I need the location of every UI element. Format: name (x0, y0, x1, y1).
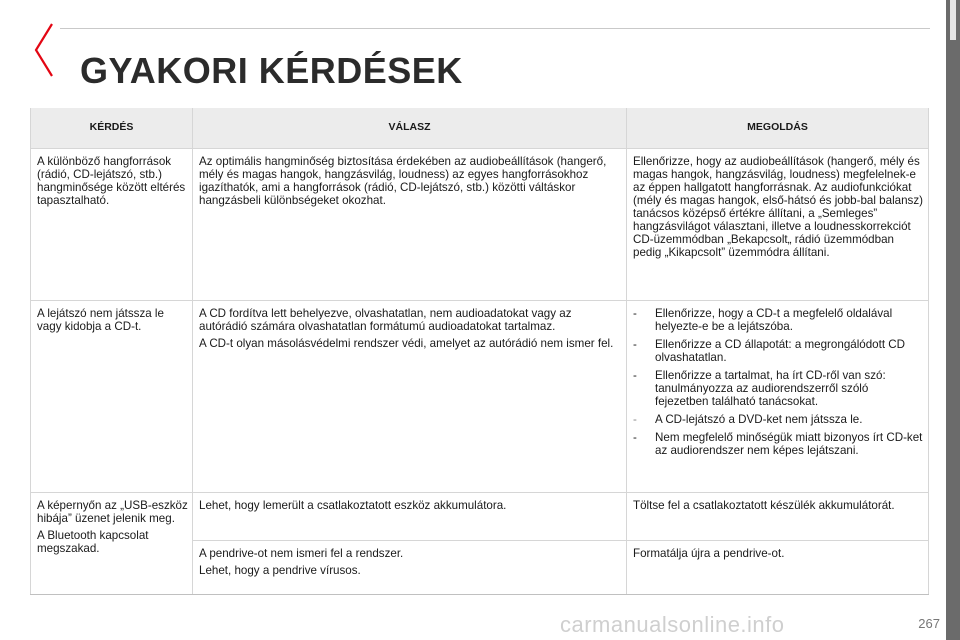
side-tab-rail (946, 0, 960, 640)
answer-text: Lehet, hogy lemerült a csatlakoztatott eszköz akkumulátora. (199, 498, 507, 512)
solution-cell (627, 492, 929, 540)
top-rule (60, 28, 930, 29)
dash-bullet: - (633, 430, 637, 444)
dash-bullet: - (633, 368, 637, 382)
solution-cell (627, 148, 929, 300)
solution-cell (627, 300, 929, 492)
list-item (633, 369, 924, 408)
answer-cell (193, 148, 627, 300)
dash-bullet: - (633, 412, 637, 426)
answer-cell (193, 492, 627, 540)
dash-bullet: - (633, 306, 637, 320)
page-number: 267 (918, 616, 940, 631)
question-cell (31, 148, 193, 300)
list-item-text: Nem megfelelő minőségük miatt bizonyos írt CD-ket az audiorendszer nem képes lejátszani. (655, 430, 923, 457)
question-text: A lejátszó nem játssza le vagy kidobja a CD-t. (37, 306, 164, 333)
question-cell (31, 492, 193, 594)
solution-text: Ellenőrizze, hogy az audiobeállítások (hangerő, mély és magas hangok, hangzásvilág, loudness) megfelelnek-e az éppen hallgatott hangforrásnak. Az audiofunkciókat (mély és magas hangok, első-hátsó és jobb-bal balansz) tanácsos középső értékre állítani, a „Semleges” hangzásvilágot választani, illetve a loudnesskorrekciót CD-üzemmódban „Bekapcsolt„ rádió üzemmódban pedig „Kikapcsolt” üzemmódra állítani. (633, 154, 923, 259)
list-item (633, 431, 924, 457)
answer-text: A CD fordítva lett behelyezve, olvashatatlan, nem audioadatokat vagy az autórádió számára olvashatatlan formátumú audioadatokat tartalmaz. (199, 306, 572, 333)
header-solution: MEGOLDÁS (627, 108, 929, 148)
answer-text: Lehet, hogy a pendrive vírusos. (199, 563, 361, 577)
watermark: carmanualsonline.info (560, 612, 785, 637)
question-text: A különböző hangforrások (rádió, CD-lejátszó, stb.) hangminősége között eltérés tapasztalható. (37, 154, 186, 207)
solution-text: Töltse fel a csatlakoztatott készülék akkumulátorát. (633, 498, 895, 512)
solution-list (633, 307, 924, 457)
header-question: KÉRDÉS (31, 108, 193, 148)
list-item-text: Ellenőrizze a tartalmat, ha írt CD-ről van szó: tanulmányozza az audiorendszerről szóló fejezetben található tanácsokat. (655, 368, 886, 408)
question-text: A képernyőn az „USB-eszköz hibája” üzenet jelenik meg. (37, 498, 188, 525)
list-item (633, 307, 924, 333)
dash-bullet: - (633, 337, 637, 351)
list-item-text: Ellenőrizze a CD állapotát: a megrongálódott CD olvashatatlan. (655, 337, 906, 364)
faq-table (30, 108, 929, 595)
list-item-text: Ellenőrizze, hogy a CD-t a megfelelő oldalával helyezte-e be a lejátszóba. (655, 306, 893, 333)
answer-cell (193, 540, 627, 594)
answer-text: A CD-t olyan másolásvédelmi rendszer védi, amelyet az autórádió nem ismer fel. (199, 336, 614, 350)
side-tab-marker (950, 0, 956, 40)
solution-text: Formatálja újra a pendrive-ot. (633, 546, 785, 560)
list-item-text: A CD-lejátszó a DVD-ket nem játssza le. (655, 412, 863, 426)
answer-text: Az optimális hangminőség biztosítása érdekében az audiobeállítások (hangerő, mély és magas hangok, hangzásvilág, loudness) az egyes hangforrásokhoz igazíthatók, ami a hangforrások (rádió, CD-lejátszó, stb.) közötti váltáskor hangzásbeli különbségeket okozhat. (199, 154, 607, 207)
chevron-icon (32, 22, 54, 78)
answer-cell (193, 300, 627, 492)
question-text: A Bluetooth kapcsolat megszakad. (37, 528, 149, 555)
question-cell (31, 300, 193, 492)
table-row (31, 492, 929, 540)
table-row (31, 300, 929, 492)
table-row (31, 148, 929, 300)
list-item (633, 338, 924, 364)
list-item (633, 413, 924, 426)
page-title: GYAKORI KÉRDÉSEK (80, 50, 463, 91)
solution-cell (627, 540, 929, 594)
header-answer: VÁLASZ (193, 108, 627, 148)
table-header-row (31, 108, 929, 148)
answer-text: A pendrive-ot nem ismeri fel a rendszer. (199, 546, 404, 560)
